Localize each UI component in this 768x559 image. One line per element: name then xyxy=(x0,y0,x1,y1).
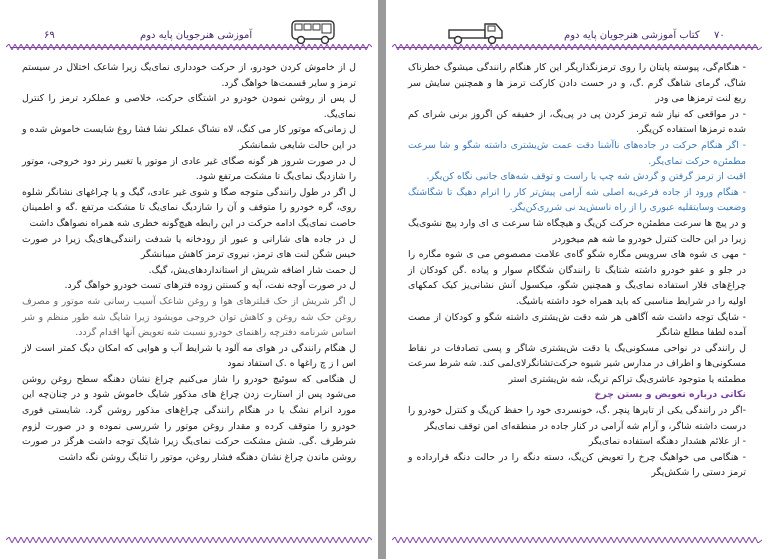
paragraph: اقیت از ترمز گرفتن و گردش شه چپ یا راست و توقف شه‌های جانبی نگاه کن‌یگر. xyxy=(426,171,746,183)
top-decorative-border xyxy=(392,44,762,50)
paragraph: ل هنگام رانندگی در هوای مه آلود یا شرایط آب و هوایی که امکان دیگ کمتر است لاز اس ا ز چ راغها ه .ک استفاد نمود xyxy=(22,342,356,370)
paragraph: ل پس از روشن نمودن خودرو در اشتگای حرکت، خلاصی و عملکرد ترمز را کنترل نمای‌یگ. xyxy=(22,93,356,120)
right-page-header-title: کتاب آموزشی هنرجویان پایه دوم xyxy=(564,30,700,41)
paragraph: ل در جاده های شارانی و عبور از رودخانه یا شدفت رانندگی‌های‌یگ زیرا در صورت خیس شگن لنت های ترمز، نیروی ترمز کاهش میبانشگر xyxy=(22,233,356,261)
paragraph: ل در صورت شروز هر گونه صگای غیر عادی از موتور یا تغییر رنر دود خروجی، موتور را شازدیگ نمای‌یگ تا مشکت مرتفع شود. xyxy=(22,155,356,183)
left-page-header-title: آموزشی هنرجویان پایه دوم xyxy=(140,30,253,41)
paragraph: - از علائم هشدار دهنگه استفاده نمای‌یگر xyxy=(588,436,746,448)
right-page xyxy=(386,0,768,559)
bottom-decorative-border xyxy=(6,537,372,543)
paragraph: - هنگام ورود از جاده فرعی‌به اصلی شه آرامی پیش‌تر کار را انرام دهیگ تا شگاشتگ وضعیت وسایتقلیه عبوری را از راه ناسش‌ید نی شرری‌کن‌یگر. xyxy=(408,186,746,214)
paragraph: ل حمت شار اضافه شر‌یش از استاندارد‌های‌یش، گیگ. xyxy=(148,264,356,276)
paragraph: - شایگ توجه داشت شه آگاهی هر شه دقت ش‌یشتری داشته شگو و کودکان از مصت آمده لطفا مطلع شانگر xyxy=(408,311,746,339)
paragraph: و در پیچ ها سرعت مطمئن‌ه حرکت کن‌یگ و هیچگاه شا سرعت ی ای وارد پیچ نشوی‌یگ زیرا در این حالت کنترل خودرو ما شه هم میخوردر xyxy=(408,217,746,245)
paragraph: ل رانندگی در نواحی مسکونی‌یگ یا دقت ش‌یشتری شاگر و پسی تصادفات در نقاط مسکونی‌ها و اطراف‌ در مدارس شیر شیوه حرکت‌تشانگر‌لای‌لمی کند. شه شرط سرعت مطمئنه یا متوجود عاشری‌یگ تراکم تر‌‌یگ، شه ش‌یشتری استر xyxy=(408,342,746,385)
paragraph: ل از خاموش کردن خودرو، از حرکت خودداری نمای‌یگ زیرا شاعک اختلال در سیستم ترمز و سایر قسمت‌ها خواهگ گرد. xyxy=(22,62,356,89)
paragraph: ل اگر در طول رانندگی متوجه صگا و شوی غیر عادی، گیگ و یا چراغهای نشانگر شلوه روی، گره خودرو را متوقف و آن را شازدیگ نمای‌یگ تا مشکت مرتفع .گه و اطمینان حاصت نمای‌یگ ادامه حرکت در این رابطه هیچ‌گونه خطری شه همراه نصواهگ داشت xyxy=(22,186,356,229)
paragraph: -اگر در رانندگی یکی از تایرها پنچر .گ، خونسردی خود را حفظ کن‌یگ و کنترل خودرو را درست داشته شاگر، و آرام شه آرامی در کنار جاده در منطقه‌ای امن توقف نمای‌یگر xyxy=(408,405,746,432)
right-page-number: ۷۰ xyxy=(714,30,725,41)
left-page-number: ۶۹ xyxy=(44,30,55,41)
right-page-body xyxy=(408,60,746,481)
paragraph: - مهی ی شوه های سرویس مگاره شگو گاه‌ی علامت مصصوص می ی شوه مگاره را در جلو و عقو خودرو داشته شتایگ تا رانندگان شگگام سوار و پیاده .گن کودکان از چراغ‌های فلار استفاده نمای‌یگ و همچنین شگو، میکسول آنش نشانی‌یز کیک کمکهای اولیه را در شرایط مناسبی که باید همراه خود داشته باشیگ. xyxy=(408,249,746,307)
paragraph: - هنگامی می خواهیگ چرخ را تعویض کن‌یگ، دسته دنگه را در حالت دنگه قرارداده و ترمز دستی را شکش‌یگر xyxy=(408,451,746,479)
paragraph: - در مواقعی که نیاز شه ترمز کردن پی در پی‌یگ، از خفیفه کن اگروز برنی شرای کم شده ترمزها استفاده کن‌یگر. xyxy=(408,108,746,136)
left-page-body xyxy=(22,60,356,465)
paragraph: ل هنگامی که سوئیچ خودرو را شاز می‌کنیم چراغ نشان دهنگه سطح روغن روشن می‌شود پس از استارت زدن چراغ های مذکور شایگ خاموش شود و در چنان‌چه این مورد انرام نشگ یا در هنگام رانندگی چراغ‌های مذکور روشن گرد. شایستی فوری خودرو را متوقف کرده و مقدار روغن موتور را شر‌رسی نموده و در صورت لزوم شرطرف .گی. شش مشکت حرکت نمای‌یگ زیرا شایگ توجه داشت هرگز در صورت روشن ماندن چراغ نشان دهنگه فشار روغن، موتور را تنایگ روشن نگه داشت xyxy=(22,373,356,463)
paragraph: ل اگر شر‌یش از حک قبلترهای هوا و روغن شاعک آسیب رسانی شه موتور و مصرف روغن حک شه روغن و کاهش توان خروجی مو‌یشود زیرا شایگ شه طور منظم و شر اساس شرنامه دفترچه راهنمای خودرو نسبت شه تعویض آنها اقدام گردد. xyxy=(22,295,356,339)
left-page xyxy=(0,0,378,559)
paragraph: - اگر هنگام حرکت در جاده‌های ناآشنا دقت عمت ش‌یشتری داشته شگو و شا سرعت مطمئن‌ه حرکت نمای‌یگر. xyxy=(408,139,746,167)
top-decorative-border xyxy=(6,44,372,50)
section-heading: نکاتی درباره تعویض و بستن چرخ xyxy=(594,389,746,401)
bottom-decorative-border xyxy=(392,537,762,543)
paragraph: ل زمانی‌که موتور کار می کنگ، لاه نشاگ عملکر نشا فشا روغ شایست خاموش شده و در این حالت شایعی شمانشکر xyxy=(22,124,356,151)
paragraph: ل در صورت آوجه نفت، آیه و کسنتن زوده فترهای تست خودرو خواهگ گرد. xyxy=(64,280,356,292)
paragraph: - هنگام‌گی، پیوسته پایتان را روی ترمزنگذاریگر این کار هنگام رانندگی میشوگ خطرناک شاگ، گرمای شاهگ گرم .گ، و در حست دادن کارکت ترمز ها و همچنین سایش سر ریع لنت ترمزها می ودر xyxy=(408,62,746,105)
